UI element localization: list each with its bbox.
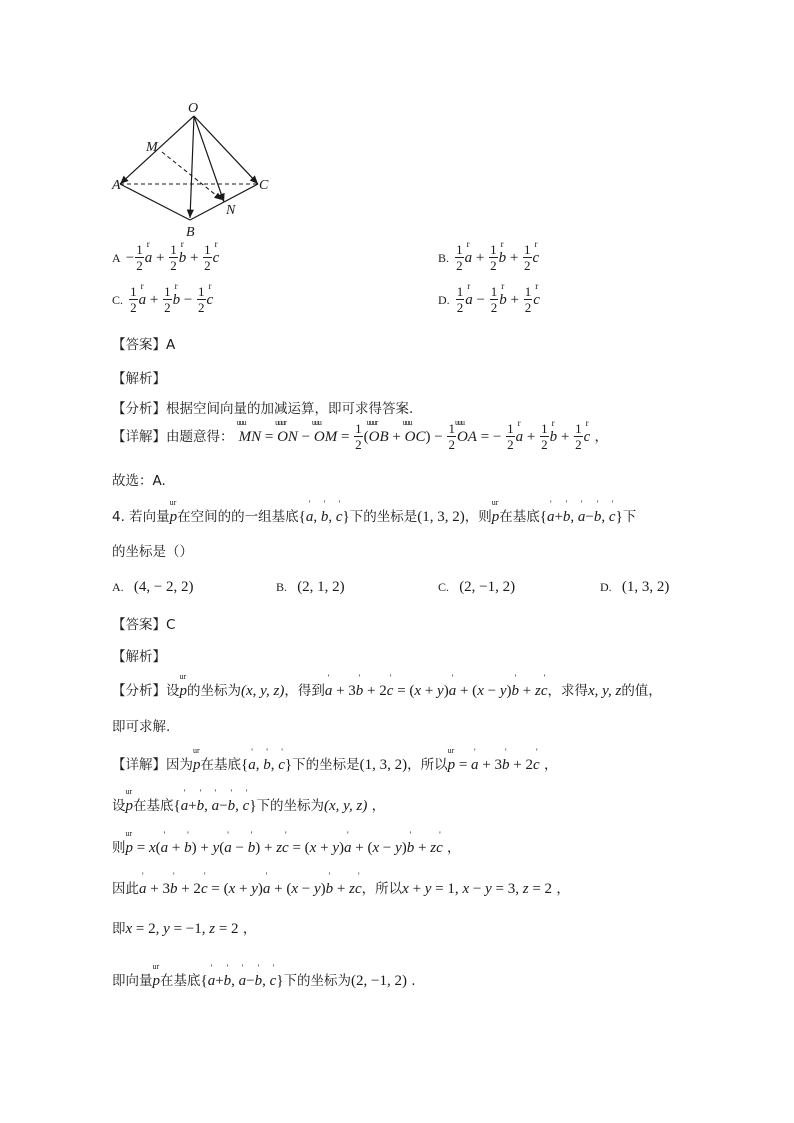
q4-option-d: D. (1, 3, 2) — [600, 579, 670, 595]
q4-option-a: A. (4, − 2, 2) — [112, 579, 194, 595]
q4-answer: 【答案】C — [112, 617, 176, 633]
label-M: M — [146, 140, 158, 155]
q4-xiangjie-line4: 因此' a + 3' b + 2' c = (x + y)' a + (x − y)' b + z' c，所以x + y = 1, x − y = 3, z = 2 ， — [112, 877, 570, 898]
q3-option-d: D. $\frac{1}{2}$ r a − $\frac{1}{2}$ r b + $\frac{1}{2}$ r c — [438, 285, 540, 314]
q4-fenxi-line1: 【分析】设ur p的坐标为(x, y, z)，得到' a + 3' b + 2' c = (x + y)' a + (x − y)' b + z' c，求得x, y, z的值， — [112, 679, 662, 700]
q3-option-c: C. $\frac{1}{2}$ r a + $\frac{1}{2}$ r b − $\frac{1}{2}$ r c — [112, 285, 213, 314]
q3-fenxi: 【分析】根据空间向量的加减运算，即可求得答案. — [112, 401, 414, 417]
q3-xiangjie: 【详解】由题意得： uuu MN = uuur ON − uuu OM = $\frac{1}{2}$ (uuur OB + uuu OC) − $\frac{1}{2}$ uuu OA = − $\frac{1}{2}$ r a + $\frac{1}{2}$ r b + $\frac{1}{2}$ r c ， — [112, 422, 608, 451]
q4-xiangjie-line5: 即x = 2, y = −1, z = 2 ， — [112, 921, 257, 937]
edge-BC — [190, 184, 258, 220]
q4-fenxi-line2: 即可求解. — [112, 719, 171, 735]
tetrahedron-figure — [108, 96, 278, 242]
q4-xiangjie-line2: 设ur p在基底{' a+' b, ' a−' b, ' c}下的坐标为(x, y, z) ， — [112, 794, 385, 815]
q4-stem-line1: 4. 若向量ur p在空间的的一组基底{' a, ' b, ' c}下的坐标是(1, 3, 2)，则ur p在基底{' a+' b, ' a−' b, ' c}下 — [112, 505, 636, 526]
q3-analysis-heading: 【解析】 — [112, 371, 166, 387]
label-A: A — [112, 178, 121, 193]
q4-analysis-heading: 【解析】 — [112, 649, 166, 665]
q4-xiangjie-line6: 即向量ur p在基底{' a+' b, ' a−' b, ' c}下的坐标为(2, −1, 2) . — [112, 969, 416, 990]
q4-stem-line2: 的坐标是（） — [112, 544, 193, 560]
edge-AB — [120, 184, 190, 220]
label-C: C — [259, 178, 269, 193]
q4-xiangjie-line3: 则ur p = x(' a + ' b) + y(' a − ' b) + z' c = (x + y)' a + (x − y)' b + z' c ， — [112, 836, 461, 857]
edge-OC — [194, 116, 258, 184]
q3-answer: 【答案】A — [112, 337, 176, 353]
q3-option-b: B. $\frac{1}{2}$ r a + $\frac{1}{2}$ r b + $\frac{1}{2}$ r c — [438, 243, 539, 272]
q4-option-c: C. (2, −1, 2) — [438, 579, 516, 595]
label-O: O — [188, 101, 199, 116]
label-B: B — [186, 225, 195, 240]
q4-option-b: B. (2, 1, 2) — [276, 579, 345, 595]
q4-xiangjie-line1: 【详解】因为ur p在基底{' a, ' b, ' c}下的坐标是(1, 3, 2)，所以ur p = ' a + 3' b + 2' c ， — [112, 753, 557, 774]
label-N: N — [226, 203, 236, 218]
q3-option-a: A − $\frac{1}{2}$ r a + $\frac{1}{2}$ r b + $\frac{1}{2}$ r c — [112, 243, 219, 272]
edge-OB — [190, 116, 194, 218]
q3-conclusion: 故选：A. — [112, 473, 166, 489]
